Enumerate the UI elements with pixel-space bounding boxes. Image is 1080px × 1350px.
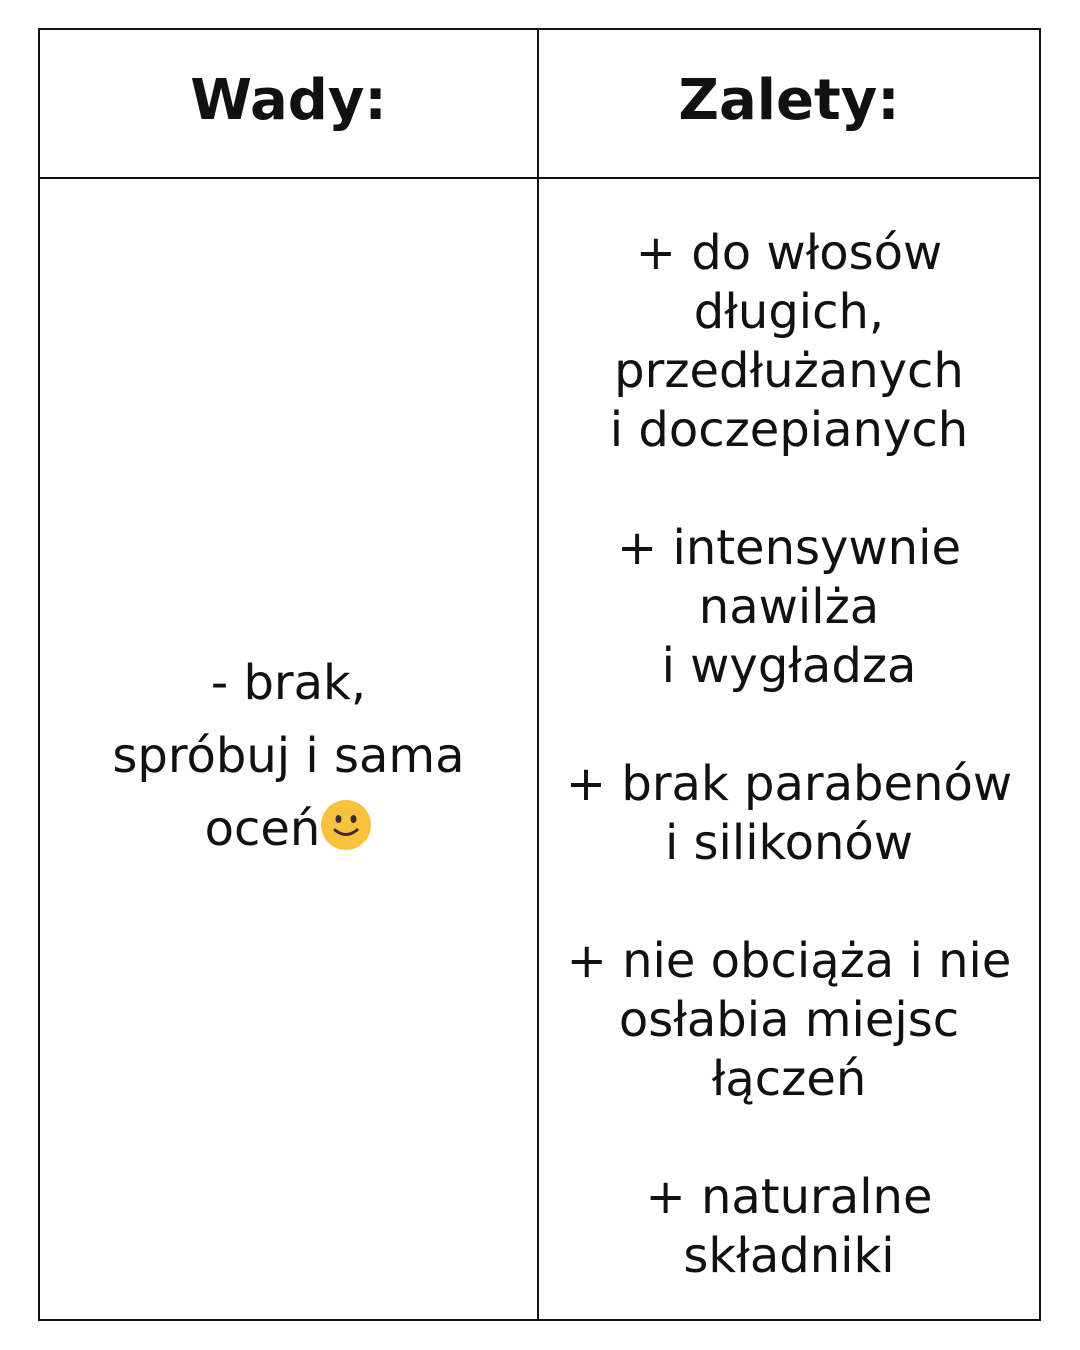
- pros-header: Zalety:: [678, 68, 900, 133]
- cons-cell: [40, 179, 539, 1319]
- pros-item: + nie obciąża i nie osłabia miejsc łączeń: [566, 933, 1012, 1107]
- cons-header: Wady:: [190, 68, 387, 133]
- pros-header-cell: [539, 30, 1039, 179]
- pros-cons-table: [38, 28, 1041, 1321]
- cons-header-cell: [40, 30, 539, 179]
- cons-text-block: [112, 647, 464, 866]
- pros-list: [566, 224, 1012, 1286]
- pros-item: + naturalne składniki: [645, 1169, 933, 1284]
- slightly-smiling-face-icon: [320, 799, 372, 851]
- pros-item: + do włosów długich, przedłużanych i doczepianych: [609, 225, 969, 458]
- pros-item: + brak parabenów i silikonów: [565, 756, 1013, 871]
- cons-text: - brak, spróbuj i sama oceń: [112, 654, 465, 857]
- pros-item: + intensywnie nawilża i wygładza: [617, 520, 961, 694]
- pros-cell: [539, 179, 1039, 1319]
